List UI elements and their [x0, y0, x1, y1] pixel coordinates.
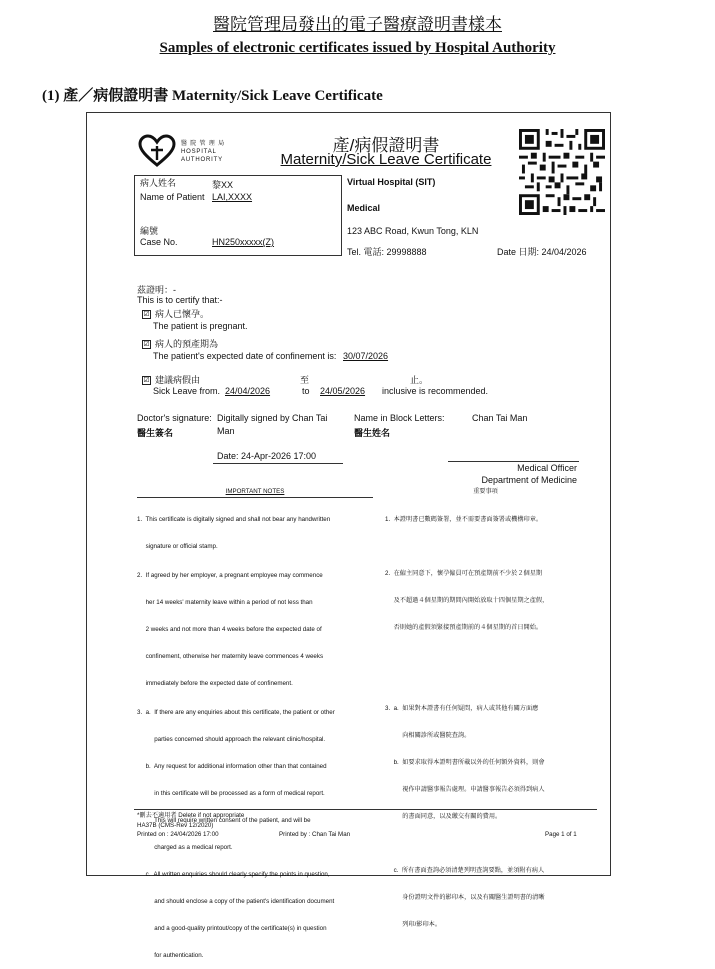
note-en-line: 3. a. If there are any enquiries about this certificate, the patient or other [137, 709, 335, 716]
footer-delete-note: *刪去不適用者 Delete if not appropriate [137, 812, 245, 819]
leave-text-zh: 建議病假由 [155, 375, 201, 385]
leave-text-en: Sick Leave from. [153, 386, 221, 396]
signature-label-zh: 醫生簽名 [137, 428, 174, 438]
case-label-zh: 編號 [140, 226, 159, 236]
issue-date: Date 日期: 24/04/2026 [497, 247, 587, 257]
note-zh-line: 3. a. 如果對本證書有任何疑問，病人或其他有關方面應 [385, 705, 539, 712]
note-zh-line: b. 如要求取得本證明書所載以外的任何額外資料，則會 [385, 759, 545, 766]
leave-from-date: 24/04/2026 [225, 386, 271, 396]
note-en-line: charged as a medical report. [137, 844, 233, 851]
edc-checkbox: ☑ [143, 341, 150, 349]
section-title: (1) 產／病假證明書 Maternity/Sick Leave Certificate [42, 88, 383, 104]
note-en-line: confinement, otherwise her maternity leave commences 4 weeks [137, 653, 324, 660]
block-letters-label-zh: 醫生姓名 [354, 428, 391, 438]
case-number: HN250xxxxx(Z) [212, 237, 275, 247]
leave-to-zh: 至 [300, 375, 310, 385]
note-zh-line [385, 650, 590, 659]
note-zh-line: 及不超過４個星期的期間內開始放取十四個星期之產假， [385, 597, 549, 604]
signature-label-en: Doctor's signature: [137, 413, 212, 423]
note-en-line: and a good-quality printout/copy of the certificate(s) in question [137, 925, 327, 932]
edc-text-zh: 病人的預產期為 [155, 339, 219, 349]
certify-label-en: This is to certify that:- [137, 295, 223, 305]
note-en-line: c. All written enquiries should clearly specify the points in question, [137, 871, 330, 878]
leave-row [142, 373, 200, 386]
note-zh-line: c. 所有書面查詢必須清楚列明查詢要點，並須附有病人 [385, 867, 545, 874]
hospital-name: Virtual Hospital (SIT) [347, 177, 436, 187]
note-en-line: for authentication. [137, 952, 204, 959]
pregnant-row [142, 307, 209, 320]
hospital-authority-logo-icon [138, 134, 176, 168]
footer-page-number: Page 1 of 1 [545, 831, 577, 838]
pregnant-checkbox: ☑ [143, 311, 150, 319]
officer-line [448, 461, 579, 462]
patient-name-label-en: Name of Patient [140, 192, 205, 202]
block-letters-label-en: Name in Block Letters: [354, 413, 445, 423]
block-letters-name: Chan Tai Man [472, 413, 528, 423]
certificate-title-zh: 產/病假證明書 [332, 136, 440, 155]
note-en-line: immediately before the expected date of confinement. [137, 680, 293, 687]
edc-text-en: The patient's expected date of confinement is: [153, 351, 337, 361]
logo-text [181, 140, 225, 164]
note-en-line: 2 weeks and not more than 4 weeks before the expected date of [137, 626, 322, 633]
page-heading-en: Samples of electronic certificates issued by Hospital Authority [159, 40, 556, 56]
note-zh-line: 否則她的產假須緊接預產期前的４個星期的首日開始。 [385, 624, 543, 631]
note-zh-line [385, 542, 590, 551]
footer-printed-on: Printed on : 24/04/2026 17:00 [137, 831, 219, 838]
hospital-tel: Tel. 電話: 29998888 [347, 247, 427, 257]
note-zh-line [385, 677, 590, 686]
logo-text-zh: 醫 院 管 理 局 [181, 141, 225, 147]
patient-name-en: LAI,XXXX [212, 192, 253, 202]
note-en-line: 2. If agreed by her employer, a pregnant employee may commence [137, 572, 323, 579]
notes-en-list [137, 497, 373, 969]
note-en-line: and should enclose a copy of the patient's identification document [137, 898, 335, 905]
certificate-title-en: Maternity/Sick Leave Certificate [280, 151, 492, 168]
leave-end-zh: 止。 [410, 375, 429, 385]
note-en-line: 1. This certificate is digitally signed and shall not bear any handwritten [137, 516, 331, 523]
pregnant-text-en: The patient is pregnant. [153, 321, 248, 331]
edc-date: 30/07/2026 [343, 351, 389, 361]
note-zh-line: 1. 本證明書已數碼簽署，並不需要書面簽署或機構印章。 [385, 516, 543, 523]
leave-to-label: to [302, 386, 310, 396]
logo-text-en1: HOSPITAL [181, 149, 217, 155]
note-zh-line: 列印/影印本。 [385, 921, 442, 928]
leave-until-date: 24/05/2026 [320, 386, 366, 396]
note-zh-line: 2. 在僱主同意下，懷孕僱員可在預產期前不少於２個星期 [385, 570, 543, 577]
note-en-line: This will require written consent of the patient, and will be [137, 817, 311, 824]
certify-label-zh: 茲證明：- [137, 285, 176, 295]
note-en-line: b. Any request for additional information other than that contained [137, 763, 327, 770]
note-zh-line: 視作申請醫事報告處理。申請醫事報告必須得到病人 [385, 786, 545, 793]
officer-department: Department of Medicine [481, 475, 577, 485]
officer-role: Medical Officer [517, 463, 577, 473]
signature-date-line [213, 463, 343, 464]
footer-printed-by: Printed by : Chan Tai Man [279, 831, 351, 838]
signature-date: Date: 24-Apr-2026 17:00 [217, 451, 317, 461]
notes-title-en: IMPORTANT NOTES [225, 488, 285, 495]
notes-zh-list [385, 497, 590, 938]
notes-title-zh: 重要事項 [473, 488, 498, 495]
hospital-department: Medical [347, 203, 381, 213]
note-zh-line: 的書面同意，以及繳交有關的費用。 [385, 813, 502, 820]
logo-text-en2: AUTHORITY [181, 157, 223, 163]
leave-checkbox: ☑ [143, 377, 150, 385]
note-zh-line: 身份證明文件的影印本，以及有關醫生證明書的清晰 [385, 894, 545, 901]
hospital-address: 123 ABC Road, Kwun Tong, KLN [347, 226, 479, 236]
case-label-en: Case No. [140, 237, 178, 247]
footer-form-no: HA37B (CMS-Rev 12/2020) [137, 822, 214, 829]
signature-value-line1: Digitally signed by Chan Tai [217, 413, 328, 423]
note-en-line: signature or official stamp. [137, 543, 218, 550]
note-en-line: in this certificate will be processed as a form of medical report. [137, 790, 325, 797]
footer-line [134, 809, 597, 810]
pregnant-text-zh: 病人已懷孕。 [155, 309, 210, 319]
qr-code-icon [519, 129, 605, 215]
note-zh-line: 向相關診所或醫院查詢。 [385, 732, 471, 739]
patient-name-zh: 黎XX [212, 180, 234, 190]
edc-row [142, 337, 218, 350]
signature-value-line2: Man [217, 426, 235, 436]
page-heading-zh: 醫院管理局發出的電子醫療證明書樣本 [213, 15, 502, 34]
patient-name-label-zh: 病人姓名 [140, 178, 177, 188]
leave-inclusive-text: inclusive is recommended. [382, 386, 489, 396]
note-en-line: her 14 weeks' maternity leave within a period of not less than [137, 599, 313, 606]
note-en-line: parties concerned should approach the relevant clinic/hospital. [137, 736, 326, 743]
note-zh-line [385, 839, 590, 848]
